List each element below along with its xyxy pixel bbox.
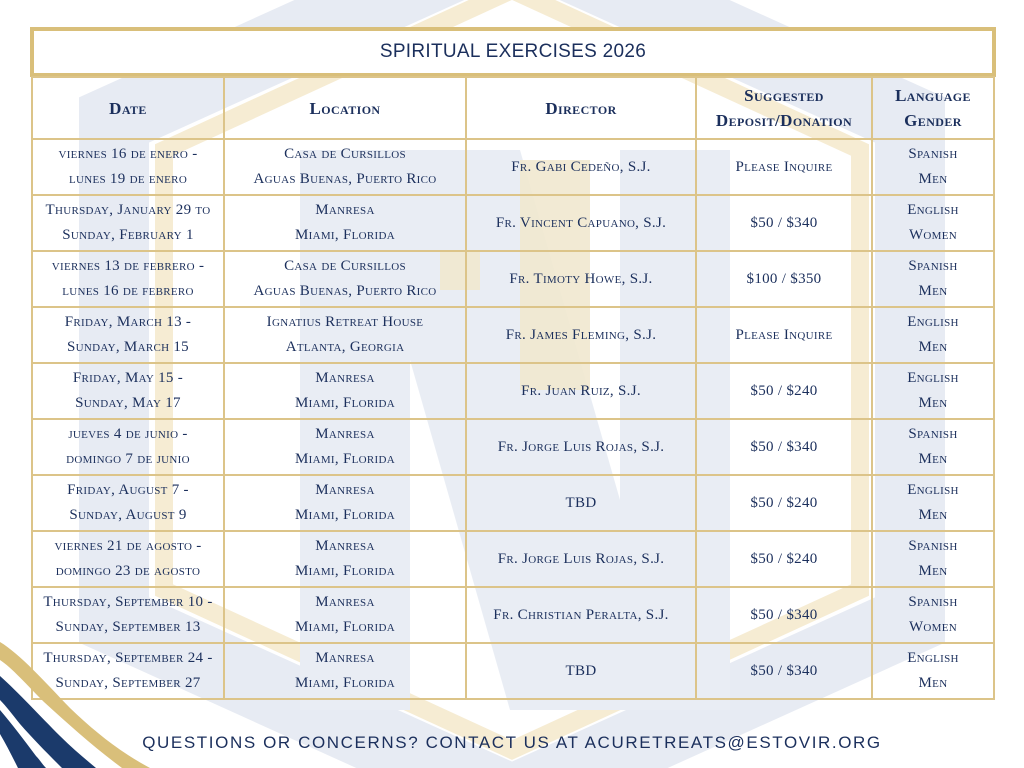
language-cell: Spanish Men bbox=[872, 531, 994, 587]
table-row bbox=[32, 195, 994, 251]
director-cell: Fr. Gabi Cedeño, S.J. bbox=[466, 139, 696, 195]
title-box bbox=[30, 27, 996, 77]
deposit-cell: Please Inquire bbox=[696, 307, 872, 363]
deposit-cell: $50 / $240 bbox=[696, 363, 872, 419]
date-cell: Friday, March 13 - Sunday, March 15 bbox=[32, 307, 224, 363]
deposit-cell: $100 / $350 bbox=[696, 251, 872, 307]
language-cell: English Men bbox=[872, 475, 994, 531]
table-row bbox=[32, 531, 994, 587]
location-cell: Manresa Miami, Florida bbox=[224, 419, 466, 475]
language-cell: Spanish Women bbox=[872, 587, 994, 643]
table-row bbox=[32, 643, 994, 699]
date-cell: Friday, August 7 - Sunday, August 9 bbox=[32, 475, 224, 531]
date-cell: jueves 4 de junio - domingo 7 de junio bbox=[32, 419, 224, 475]
language-cell: Spanish Men bbox=[872, 419, 994, 475]
deposit-cell: $50 / $340 bbox=[696, 587, 872, 643]
language-cell: Spanish Men bbox=[872, 251, 994, 307]
table-row bbox=[32, 307, 994, 363]
col-language-gender: Language Gender bbox=[872, 77, 994, 139]
table-row bbox=[32, 587, 994, 643]
deposit-cell: $50 / $340 bbox=[696, 419, 872, 475]
language-cell: Spanish Men bbox=[872, 139, 994, 195]
director-cell: TBD bbox=[466, 643, 696, 699]
page-title: SPIRITUAL EXERCISES 2026 bbox=[379, 41, 647, 62]
table-row bbox=[32, 363, 994, 419]
director-cell: Fr. Jorge Luis Rojas, S.J. bbox=[466, 419, 696, 475]
director-cell: Fr. Jorge Luis Rojas, S.J. bbox=[466, 531, 696, 587]
location-cell: Casa de Cursillos Aguas Buenas, Puerto Rico bbox=[224, 139, 466, 195]
col-deposit: Suggested Deposit/Donation bbox=[696, 77, 872, 139]
retreat-schedule-table bbox=[31, 76, 995, 700]
location-cell: Manresa Miami, Florida bbox=[224, 531, 466, 587]
location-cell: Manresa Miami, Florida bbox=[224, 643, 466, 699]
director-cell: Fr. James Fleming, S.J. bbox=[466, 307, 696, 363]
date-cell: viernes 21 de agosto - domingo 23 de agosto bbox=[32, 531, 224, 587]
language-cell: English Men bbox=[872, 363, 994, 419]
deposit-cell: $50 / $240 bbox=[696, 531, 872, 587]
date-cell: viernes 16 de enero - lunes 19 de enero bbox=[32, 139, 224, 195]
date-cell: Thursday, September 24 - Sunday, September 27 bbox=[32, 643, 224, 699]
col-location: Location bbox=[224, 77, 466, 139]
director-cell: Fr. Vincent Capuano, S.J. bbox=[466, 195, 696, 251]
table-row bbox=[32, 139, 994, 195]
director-cell: Fr. Timoty Howe, S.J. bbox=[466, 251, 696, 307]
date-cell: viernes 13 de febrero - lunes 16 de febrero bbox=[32, 251, 224, 307]
contact-footer: QUESTIONS OR CONCERNS? CONTACT US AT ACURETREATS@ESTOVIR.ORG bbox=[142, 733, 882, 752]
deposit-cell: $50 / $340 bbox=[696, 643, 872, 699]
col-date: Date bbox=[32, 77, 224, 139]
location-cell: Manresa Miami, Florida bbox=[224, 363, 466, 419]
date-cell: Thursday, January 29 to Sunday, February 1 bbox=[32, 195, 224, 251]
table-row bbox=[32, 475, 994, 531]
location-cell: Manresa Miami, Florida bbox=[224, 195, 466, 251]
language-cell: English Women bbox=[872, 195, 994, 251]
brush-stroke-decoration bbox=[0, 620, 150, 768]
location-cell: Casa de Cursillos Aguas Buenas, Puerto Rico bbox=[224, 251, 466, 307]
location-cell: Ignatius Retreat House Atlanta, Georgia bbox=[224, 307, 466, 363]
location-cell: Manresa Miami, Florida bbox=[224, 587, 466, 643]
director-cell: Fr. Christian Peralta, S.J. bbox=[466, 587, 696, 643]
col-director: Director bbox=[466, 77, 696, 139]
deposit-cell: Please Inquire bbox=[696, 139, 872, 195]
location-cell: Manresa Miami, Florida bbox=[224, 475, 466, 531]
table-header-row bbox=[32, 77, 994, 139]
director-cell: TBD bbox=[466, 475, 696, 531]
deposit-cell: $50 / $240 bbox=[696, 475, 872, 531]
date-cell: Thursday, September 10 - Sunday, September 13 bbox=[32, 587, 224, 643]
director-cell: Fr. Juan Ruiz, S.J. bbox=[466, 363, 696, 419]
language-cell: English Men bbox=[872, 643, 994, 699]
table-row bbox=[32, 419, 994, 475]
deposit-cell: $50 / $340 bbox=[696, 195, 872, 251]
language-cell: English Men bbox=[872, 307, 994, 363]
table-row bbox=[32, 251, 994, 307]
date-cell: Friday, May 15 - Sunday, May 17 bbox=[32, 363, 224, 419]
